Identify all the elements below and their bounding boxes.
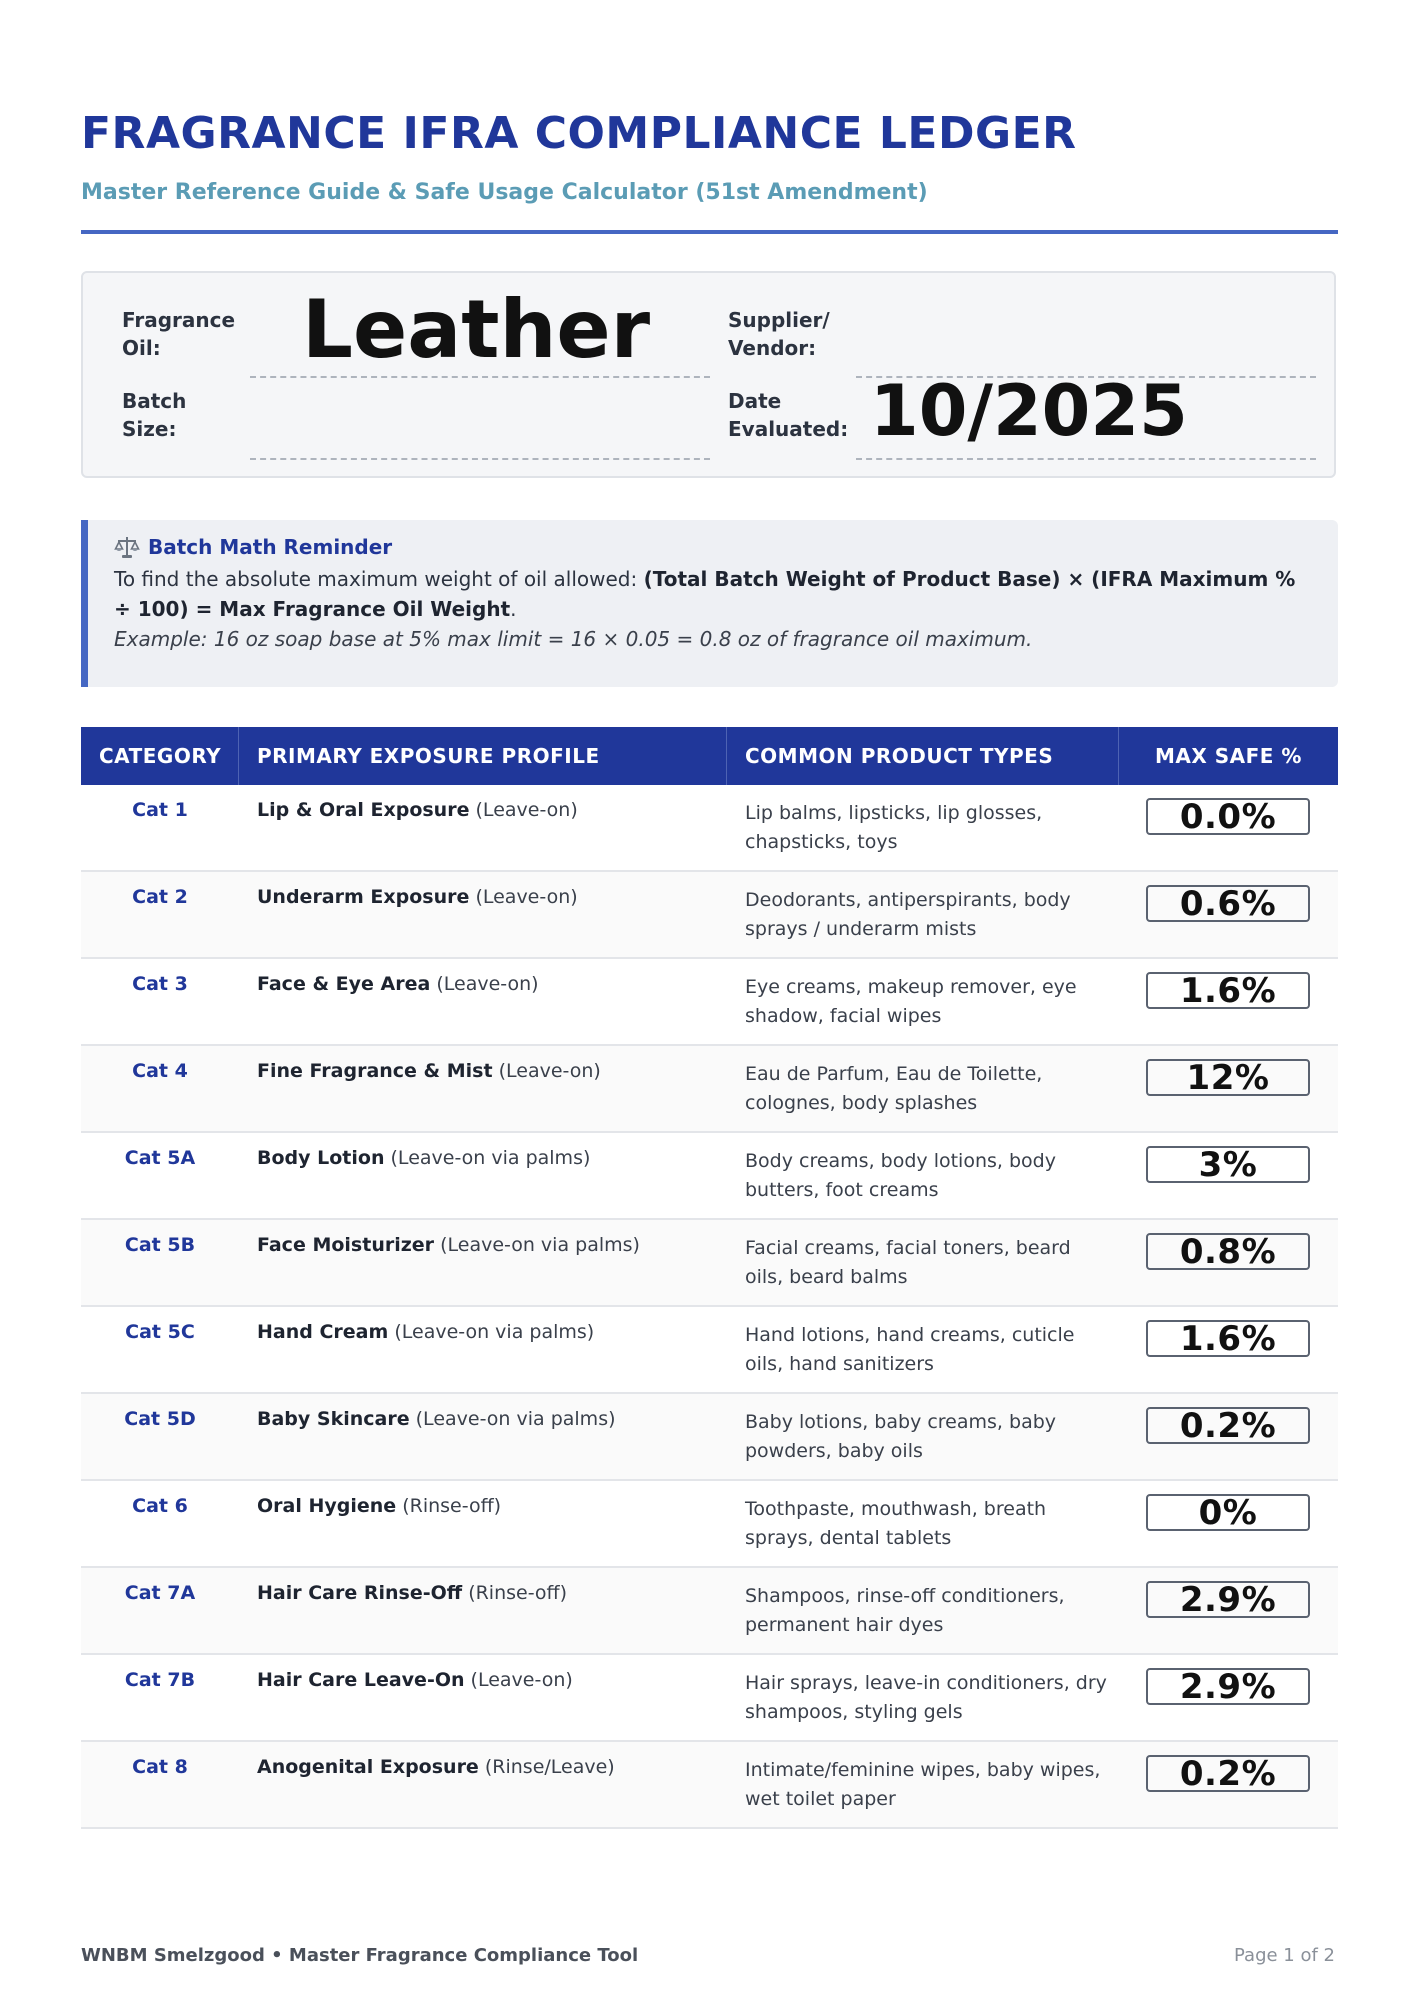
- exposure-mode: (Leave-on): [492, 1060, 601, 1082]
- fragrance-info-panel: [81, 271, 1336, 478]
- date-evaluated-label: Date Evaluated:: [728, 389, 849, 441]
- exposure-profile-cell: [239, 1568, 727, 1653]
- category-cell: Cat 5C: [125, 1321, 195, 1343]
- exposure-name: Body Lotion: [257, 1147, 385, 1169]
- exposure-profile-cell: [239, 1481, 727, 1566]
- table-body: [81, 785, 1338, 1829]
- table-row: [81, 1394, 1338, 1481]
- product-types-cell: Hand lotions, hand creams, cuticle oils, hand sanitizers: [745, 1324, 1075, 1375]
- exposure-name: Face Moisturizer: [257, 1234, 435, 1256]
- ifra-category-table: [81, 727, 1338, 1829]
- reminder-body: [114, 564, 1318, 624]
- exposure-name: Fine Fragrance & Mist: [257, 1060, 493, 1082]
- exposure-name: Anogenital Exposure: [257, 1756, 479, 1778]
- exposure-profile-cell: [239, 1394, 727, 1479]
- max-safe-cell: [1119, 872, 1338, 957]
- product-types-cell: Intimate/feminine wipes, baby wipes, wet toilet paper: [745, 1759, 1101, 1810]
- category-cell: Cat 2: [132, 886, 188, 908]
- product-types-cell: Hair sprays, leave-in conditioners, dry shampoos, styling gels: [745, 1672, 1107, 1723]
- category-cell: Cat 4: [132, 1060, 188, 1082]
- max-safe-cell: [1119, 1742, 1338, 1827]
- reminder-formula-end: .: [510, 597, 517, 621]
- batch-size-field[interactable]: [250, 363, 710, 460]
- exposure-mode: (Leave-on): [469, 799, 578, 821]
- exposure-name: Hand Cream: [257, 1321, 389, 1343]
- exposure-profile-cell: [239, 785, 727, 870]
- max-safe-percent-field[interactable]: 2.9%: [1146, 1581, 1310, 1618]
- header-category: CATEGORY: [81, 727, 239, 785]
- product-types-cell: Baby lotions, baby creams, baby powders, baby oils: [745, 1411, 1057, 1462]
- reminder-intro: To find the absolute maximum weight of oil allowed:: [114, 567, 644, 591]
- max-safe-cell: [1119, 1220, 1338, 1305]
- exposure-mode: (Leave-on): [464, 1669, 573, 1691]
- footer-brand: WNBM Smelzgood • Master Fragrance Compliance Tool: [81, 1945, 639, 1966]
- product-types-cell: Eau de Parfum, Eau de Toilette, colognes, body splashes: [745, 1063, 1043, 1114]
- max-safe-cell: [1119, 1568, 1338, 1653]
- category-cell: Cat 6: [132, 1495, 188, 1517]
- batch-math-reminder: [81, 520, 1338, 687]
- exposure-name: Lip & Oral Exposure: [257, 799, 470, 821]
- table-row: [81, 785, 1338, 872]
- table-row: [81, 1655, 1338, 1742]
- supplier-label: Supplier/ Vendor:: [728, 308, 830, 360]
- max-safe-percent-field[interactable]: 0.0%: [1146, 798, 1310, 835]
- max-safe-cell: [1119, 1655, 1338, 1740]
- reminder-formula: (Total Batch Weight of Product Base) × (IFRA Maximum % ÷ 100) = Max Fragrance Oil Weight: [114, 567, 1296, 621]
- product-types-cell: Shampoos, rinse-off conditioners, permanent hair dyes: [745, 1585, 1065, 1636]
- product-types-cell: Body creams, body lotions, body butters, foot creams: [745, 1150, 1056, 1201]
- exposure-profile-cell: [239, 1046, 727, 1131]
- exposure-mode: (Leave-on): [430, 973, 539, 995]
- max-safe-cell: [1119, 1307, 1338, 1392]
- table-row: [81, 1046, 1338, 1133]
- exposure-mode: (Leave-on via palms): [388, 1321, 595, 1343]
- reminder-example: Example: 16 oz soap base at 5% max limit = 16 × 0.05 = 0.8 oz of fragrance oil maximum.: [114, 627, 1033, 651]
- exposure-name: Baby Skincare: [257, 1408, 410, 1430]
- exposure-profile-cell: [239, 1220, 727, 1305]
- max-safe-percent-field[interactable]: 0.8%: [1146, 1233, 1310, 1270]
- category-cell: Cat 3: [132, 973, 188, 995]
- exposure-profile-cell: [239, 1742, 727, 1827]
- product-types-cell: Lip balms, lipsticks, lip glosses, chapsticks, toys: [745, 802, 1043, 853]
- table-row: [81, 1481, 1338, 1568]
- exposure-profile-cell: [239, 1307, 727, 1392]
- exposure-mode: (Leave-on via palms): [434, 1234, 640, 1256]
- exposure-mode: (Rinse/Leave): [478, 1756, 615, 1778]
- max-safe-percent-field[interactable]: 0.2%: [1146, 1407, 1310, 1444]
- reminder-heading: Batch Math Reminder: [148, 535, 393, 559]
- max-safe-percent-field[interactable]: 1.6%: [1146, 972, 1310, 1009]
- product-types-cell: Facial creams, facial toners, beard oils, beard balms: [745, 1237, 1071, 1288]
- table-row: [81, 1307, 1338, 1394]
- header-exposure-profile: PRIMARY EXPOSURE PROFILE: [239, 727, 727, 785]
- max-safe-percent-field[interactable]: 3%: [1146, 1146, 1310, 1183]
- table-header: [81, 727, 1338, 785]
- exposure-name: Oral Hygiene: [257, 1495, 397, 1517]
- product-types-cell: Eye creams, makeup remover, eye shadow, facial wipes: [745, 976, 1077, 1027]
- exposure-mode: (Leave-on via palms): [409, 1408, 616, 1430]
- title-divider: [81, 230, 1338, 234]
- category-cell: Cat 8: [132, 1756, 188, 1778]
- max-safe-percent-field[interactable]: 1.6%: [1146, 1320, 1310, 1357]
- max-safe-cell: [1119, 1481, 1338, 1566]
- max-safe-cell: [1119, 785, 1338, 870]
- table-row: [81, 1133, 1338, 1220]
- category-cell: Cat 7B: [124, 1669, 196, 1691]
- max-safe-cell: [1119, 1133, 1338, 1218]
- header-product-types: COMMON PRODUCT TYPES: [727, 727, 1119, 785]
- exposure-name: Underarm Exposure: [257, 886, 470, 908]
- max-safe-percent-field[interactable]: 0%: [1146, 1494, 1310, 1531]
- max-safe-percent-field[interactable]: 12%: [1146, 1059, 1310, 1096]
- exposure-name: Hair Care Leave-On: [257, 1669, 465, 1691]
- page-number: Page 1 of 2: [1234, 1945, 1335, 1966]
- category-cell: Cat 1: [132, 799, 188, 821]
- batch-size-label: Batch Size:: [122, 389, 187, 441]
- category-cell: Cat 5A: [124, 1147, 196, 1169]
- balance-scale-icon: [114, 534, 140, 560]
- page-subtitle: Master Reference Guide & Safe Usage Calculator (51st Amendment): [81, 180, 928, 205]
- exposure-profile-cell: [239, 1655, 727, 1740]
- max-safe-percent-field[interactable]: 0.6%: [1146, 885, 1310, 922]
- fragrance-oil-label: Fragrance Oil:: [122, 308, 236, 360]
- exposure-mode: (Rinse-off): [462, 1582, 568, 1604]
- product-types-cell: Toothpaste, mouthwash, breath sprays, dental tablets: [745, 1498, 1047, 1549]
- table-row: [81, 959, 1338, 1046]
- table-row: [81, 1568, 1338, 1655]
- exposure-profile-cell: [239, 959, 727, 1044]
- max-safe-cell: [1119, 1046, 1338, 1131]
- max-safe-percent-field[interactable]: 0.2%: [1146, 1755, 1310, 1792]
- max-safe-cell: [1119, 959, 1338, 1044]
- product-types-cell: Deodorants, antiperspirants, body sprays / underarm mists: [745, 889, 1071, 940]
- exposure-mode: (Rinse-off): [396, 1495, 502, 1517]
- header-max-safe: MAX SAFE %: [1155, 744, 1302, 768]
- category-cell: Cat 5D: [124, 1408, 196, 1430]
- exposure-profile-cell: [239, 872, 727, 957]
- max-safe-percent-field[interactable]: 2.9%: [1146, 1668, 1310, 1705]
- exposure-name: Hair Care Rinse-Off: [257, 1582, 463, 1604]
- exposure-profile-cell: [239, 1133, 727, 1218]
- max-safe-cell: [1119, 1394, 1338, 1479]
- table-row: [81, 872, 1338, 959]
- fragrance-oil-field[interactable]: Leather: [250, 281, 710, 378]
- table-row: [81, 1742, 1338, 1829]
- category-cell: Cat 7A: [124, 1582, 196, 1604]
- date-evaluated-field[interactable]: 10/2025: [856, 363, 1316, 460]
- exposure-name: Face & Eye Area: [257, 973, 431, 995]
- exposure-mode: (Leave-on via palms): [384, 1147, 591, 1169]
- category-cell: Cat 5B: [124, 1234, 196, 1256]
- exposure-mode: (Leave-on): [469, 886, 578, 908]
- table-row: [81, 1220, 1338, 1307]
- page-title: FRAGRANCE IFRA COMPLIANCE LEDGER: [81, 108, 1077, 159]
